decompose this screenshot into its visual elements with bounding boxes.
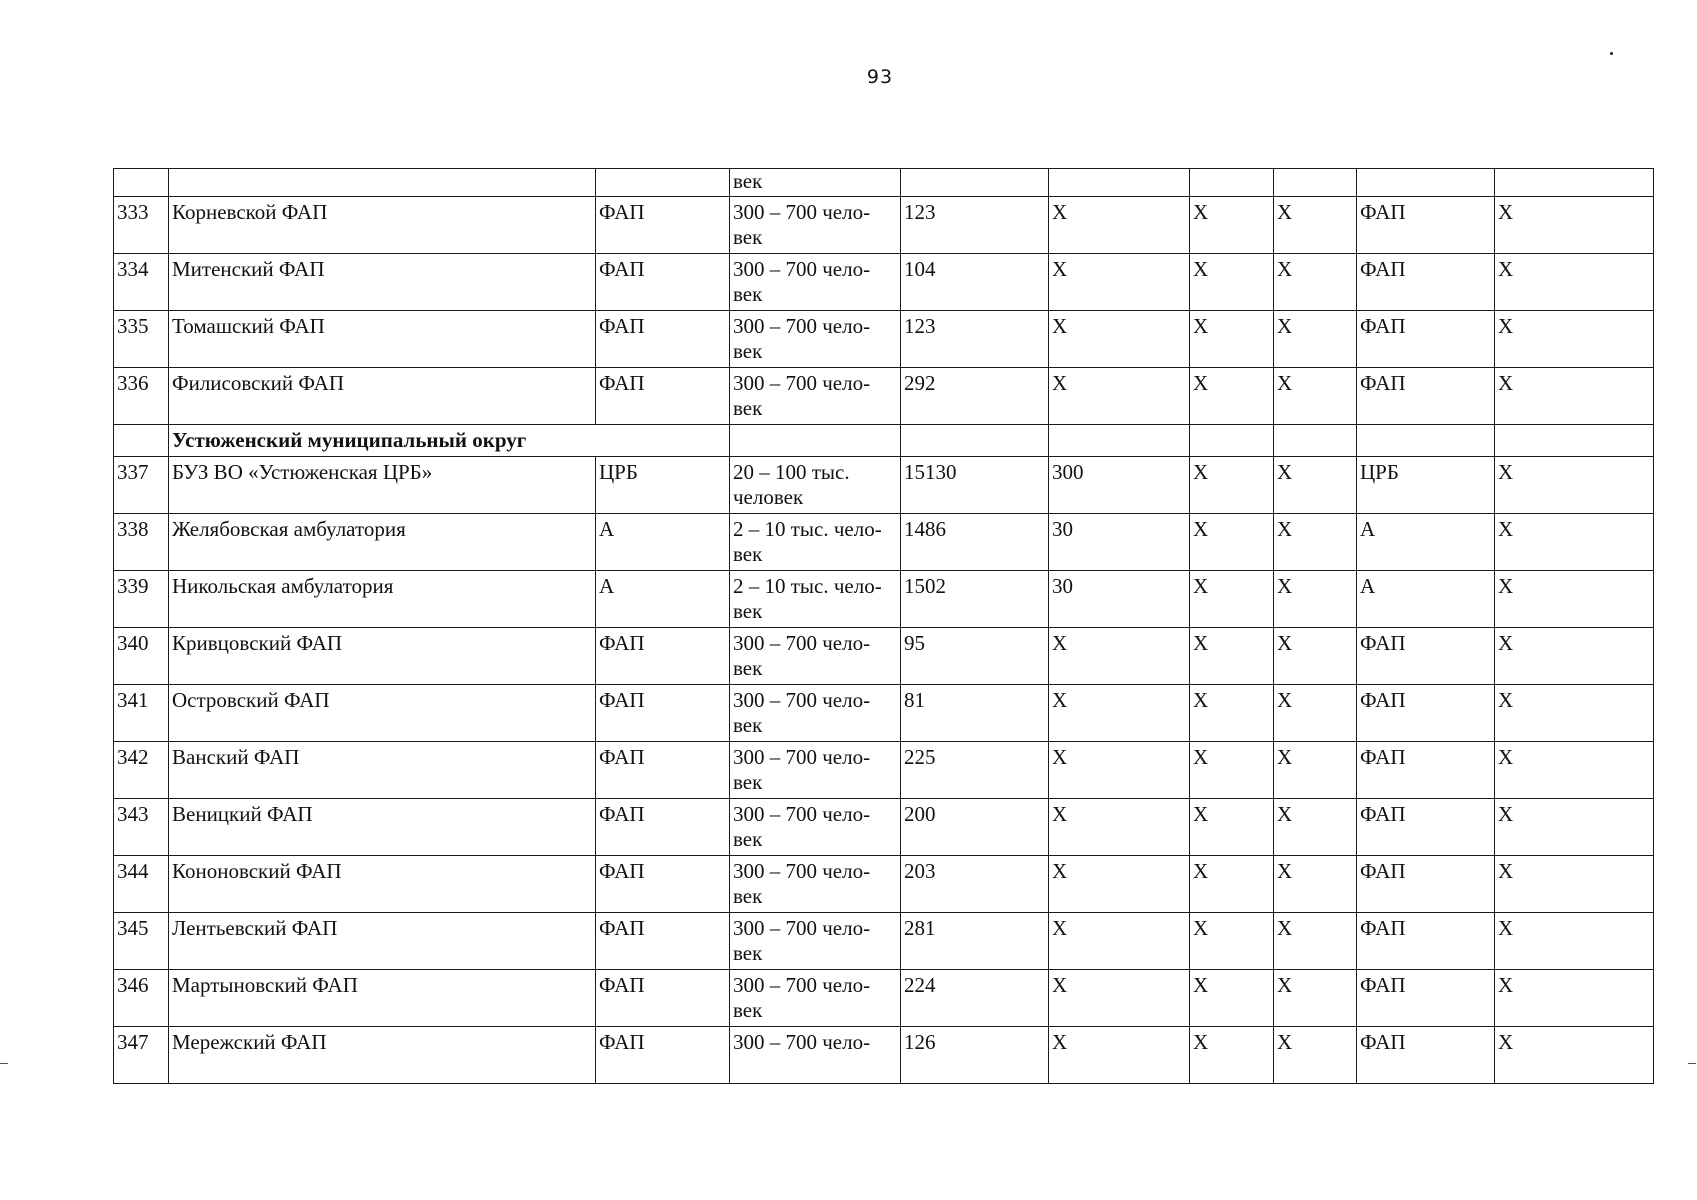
row-number: 338 xyxy=(114,514,169,571)
column-8: Х xyxy=(1274,628,1357,685)
column-9: ФАП xyxy=(1357,197,1495,254)
scan-speck xyxy=(1610,52,1613,55)
served-population: 15130 xyxy=(901,457,1049,514)
column-8: Х xyxy=(1274,457,1357,514)
facility-name: Филисовский ФАП xyxy=(169,368,596,425)
population-range: 300 – 700 чело-век xyxy=(730,368,901,425)
column-9: ФАП xyxy=(1357,311,1495,368)
row-number: 340 xyxy=(114,628,169,685)
column-9: ФАП xyxy=(1357,628,1495,685)
column-7: Х xyxy=(1190,1027,1274,1084)
facility-type: ФАП xyxy=(596,970,730,1027)
column-8: Х xyxy=(1274,742,1357,799)
column-10: Х xyxy=(1495,799,1654,856)
column-7: Х xyxy=(1190,913,1274,970)
column-8: Х xyxy=(1274,311,1357,368)
column-8: Х xyxy=(1274,799,1357,856)
beds-cell: Х xyxy=(1049,1027,1190,1084)
population-range: 300 – 700 чело-век xyxy=(730,197,901,254)
column-7: Х xyxy=(1190,254,1274,311)
column-7: Х xyxy=(1190,457,1274,514)
section-row xyxy=(114,425,1654,457)
row-number: 343 xyxy=(114,799,169,856)
facility-type: ФАП xyxy=(596,913,730,970)
column-9: ФАП xyxy=(1357,799,1495,856)
column-7: Х xyxy=(1190,685,1274,742)
column-8: Х xyxy=(1274,571,1357,628)
facility-name: Островский ФАП xyxy=(169,685,596,742)
table-row xyxy=(114,197,1654,254)
facility-type: ФАП xyxy=(596,1027,730,1084)
row-number: 339 xyxy=(114,571,169,628)
facility-type: ФАП xyxy=(596,197,730,254)
beds-cell: 300 xyxy=(1049,457,1190,514)
left-edge-mark xyxy=(0,1063,8,1064)
column-7: Х xyxy=(1190,311,1274,368)
beds-cell: Х xyxy=(1049,685,1190,742)
served-population: 123 xyxy=(901,197,1049,254)
table-row xyxy=(114,685,1654,742)
population-range: 300 – 700 чело-век xyxy=(730,856,901,913)
served-population: 203 xyxy=(901,856,1049,913)
column-9: ФАП xyxy=(1357,856,1495,913)
column-10: Х xyxy=(1495,913,1654,970)
column-9: ФАП xyxy=(1357,970,1495,1027)
table-row xyxy=(114,368,1654,425)
row-number: 344 xyxy=(114,856,169,913)
beds-cell: Х xyxy=(1049,799,1190,856)
right-edge-mark xyxy=(1688,1063,1696,1064)
beds-cell: Х xyxy=(1049,628,1190,685)
beds-cell: Х xyxy=(1049,970,1190,1027)
row-number: 333 xyxy=(114,197,169,254)
facility-type: ФАП xyxy=(596,254,730,311)
table-row xyxy=(114,254,1654,311)
row-number: 335 xyxy=(114,311,169,368)
facility-name: Мережский ФАП xyxy=(169,1027,596,1084)
beds-cell: Х xyxy=(1049,254,1190,311)
served-population: 81 xyxy=(901,685,1049,742)
column-9: А xyxy=(1357,571,1495,628)
column-10: Х xyxy=(1495,571,1654,628)
row-number: 342 xyxy=(114,742,169,799)
population-range: 20 – 100 тыс. человек xyxy=(730,457,901,514)
column-8: Х xyxy=(1274,856,1357,913)
served-population: 123 xyxy=(901,311,1049,368)
row-number: 336 xyxy=(114,368,169,425)
facility-name: Кононовский ФАП xyxy=(169,856,596,913)
table-body-after xyxy=(114,457,1654,1084)
served-population: 224 xyxy=(901,970,1049,1027)
row-number: 346 xyxy=(114,970,169,1027)
row-number: 341 xyxy=(114,685,169,742)
row-number: 345 xyxy=(114,913,169,970)
column-10: Х xyxy=(1495,628,1654,685)
facility-name: Кривцовский ФАП xyxy=(169,628,596,685)
table-row xyxy=(114,514,1654,571)
column-8: Х xyxy=(1274,913,1357,970)
column-7: Х xyxy=(1190,628,1274,685)
column-9: ФАП xyxy=(1357,742,1495,799)
column-10: Х xyxy=(1495,514,1654,571)
served-population: 1486 xyxy=(901,514,1049,571)
facility-name: Томашский ФАП xyxy=(169,311,596,368)
facility-name: БУЗ ВО «Устюженская ЦРБ» xyxy=(169,457,596,514)
column-8: Х xyxy=(1274,1027,1357,1084)
facility-type: ФАП xyxy=(596,742,730,799)
population-range: 300 – 700 чело-век xyxy=(730,799,901,856)
column-9: ФАП xyxy=(1357,1027,1495,1084)
population-range: 300 – 700 чело-век xyxy=(730,970,901,1027)
facility-name: Желябовская амбулатория xyxy=(169,514,596,571)
column-8: Х xyxy=(1274,514,1357,571)
population-range: 2 – 10 тыс. чело-век xyxy=(730,571,901,628)
row-number: 337 xyxy=(114,457,169,514)
column-10: Х xyxy=(1495,856,1654,913)
served-population: 126 xyxy=(901,1027,1049,1084)
table-row xyxy=(114,856,1654,913)
facility-type: ЦРБ xyxy=(596,457,730,514)
column-9: ФАП xyxy=(1357,685,1495,742)
column-7: Х xyxy=(1190,368,1274,425)
beds-cell: Х xyxy=(1049,311,1190,368)
column-7: Х xyxy=(1190,197,1274,254)
column-8: Х xyxy=(1274,197,1357,254)
column-10: Х xyxy=(1495,197,1654,254)
column-7: Х xyxy=(1190,799,1274,856)
column-10: Х xyxy=(1495,742,1654,799)
population-range: 300 – 700 чело- xyxy=(730,1027,901,1084)
facility-type: ФАП xyxy=(596,368,730,425)
column-9: ФАП xyxy=(1357,254,1495,311)
beds-cell: Х xyxy=(1049,742,1190,799)
population-range: 300 – 700 чело-век xyxy=(730,628,901,685)
table-row xyxy=(114,1027,1654,1084)
section-body xyxy=(114,425,1654,457)
served-population: 95 xyxy=(901,628,1049,685)
column-10: Х xyxy=(1495,1027,1654,1084)
table-row xyxy=(114,311,1654,368)
column-8: Х xyxy=(1274,685,1357,742)
table-row xyxy=(114,799,1654,856)
column-10: Х xyxy=(1495,311,1654,368)
served-population: 292 xyxy=(901,368,1049,425)
column-10: Х xyxy=(1495,254,1654,311)
table-row xyxy=(114,913,1654,970)
beds-cell: Х xyxy=(1049,856,1190,913)
column-7: Х xyxy=(1190,742,1274,799)
table-row xyxy=(114,742,1654,799)
table-row xyxy=(114,970,1654,1027)
column-10: Х xyxy=(1495,368,1654,425)
beds-cell: 30 xyxy=(1049,571,1190,628)
continuation-row xyxy=(114,169,1654,197)
facility-type: ФАП xyxy=(596,685,730,742)
column-10: Х xyxy=(1495,970,1654,1027)
table-row xyxy=(114,628,1654,685)
population-range: 300 – 700 чело-век xyxy=(730,254,901,311)
facility-type: ФАП xyxy=(596,856,730,913)
population-range: 300 – 700 чело-век xyxy=(730,685,901,742)
facility-name: Никольская амбулатория xyxy=(169,571,596,628)
facility-type: ФАП xyxy=(596,799,730,856)
served-population: 225 xyxy=(901,742,1049,799)
column-7: Х xyxy=(1190,970,1274,1027)
facility-type: А xyxy=(596,571,730,628)
beds-cell: Х xyxy=(1049,197,1190,254)
column-7: Х xyxy=(1190,856,1274,913)
facility-type: ФАП xyxy=(596,628,730,685)
column-9: ФАП xyxy=(1357,368,1495,425)
facility-type: ФАП xyxy=(596,311,730,368)
population-range: 2 – 10 тыс. чело-век xyxy=(730,514,901,571)
facility-type: А xyxy=(596,514,730,571)
table-body-before xyxy=(114,169,1654,425)
column-8: Х xyxy=(1274,368,1357,425)
served-population: 104 xyxy=(901,254,1049,311)
facility-name: Ванский ФАП xyxy=(169,742,596,799)
column-7: Х xyxy=(1190,514,1274,571)
column-9: А xyxy=(1357,514,1495,571)
column-8: Х xyxy=(1274,254,1357,311)
table-row xyxy=(114,571,1654,628)
column-9: ФАП xyxy=(1357,913,1495,970)
section-title: Устюженский муниципальный округ xyxy=(169,425,730,457)
population-cell: век xyxy=(730,169,901,197)
facilities-table xyxy=(113,168,1654,1084)
column-10: Х xyxy=(1495,457,1654,514)
facility-name: Веницкий ФАП xyxy=(169,799,596,856)
served-population: 1502 xyxy=(901,571,1049,628)
facility-name: Митенский ФАП xyxy=(169,254,596,311)
page-number: 93 xyxy=(866,66,894,88)
population-range: 300 – 700 чело-век xyxy=(730,311,901,368)
column-10: Х xyxy=(1495,685,1654,742)
row-number: 347 xyxy=(114,1027,169,1084)
column-8: Х xyxy=(1274,970,1357,1027)
facility-name: Корневской ФАП xyxy=(169,197,596,254)
beds-cell: Х xyxy=(1049,913,1190,970)
population-range: 300 – 700 чело-век xyxy=(730,742,901,799)
facility-name: Лентьевский ФАП xyxy=(169,913,596,970)
facility-name: Мартыновский ФАП xyxy=(169,970,596,1027)
column-9: ЦРБ xyxy=(1357,457,1495,514)
column-7: Х xyxy=(1190,571,1274,628)
population-range: 300 – 700 чело-век xyxy=(730,913,901,970)
row-number: 334 xyxy=(114,254,169,311)
beds-cell: 30 xyxy=(1049,514,1190,571)
beds-cell: Х xyxy=(1049,368,1190,425)
table-row xyxy=(114,457,1654,514)
served-population: 281 xyxy=(901,913,1049,970)
served-population: 200 xyxy=(901,799,1049,856)
